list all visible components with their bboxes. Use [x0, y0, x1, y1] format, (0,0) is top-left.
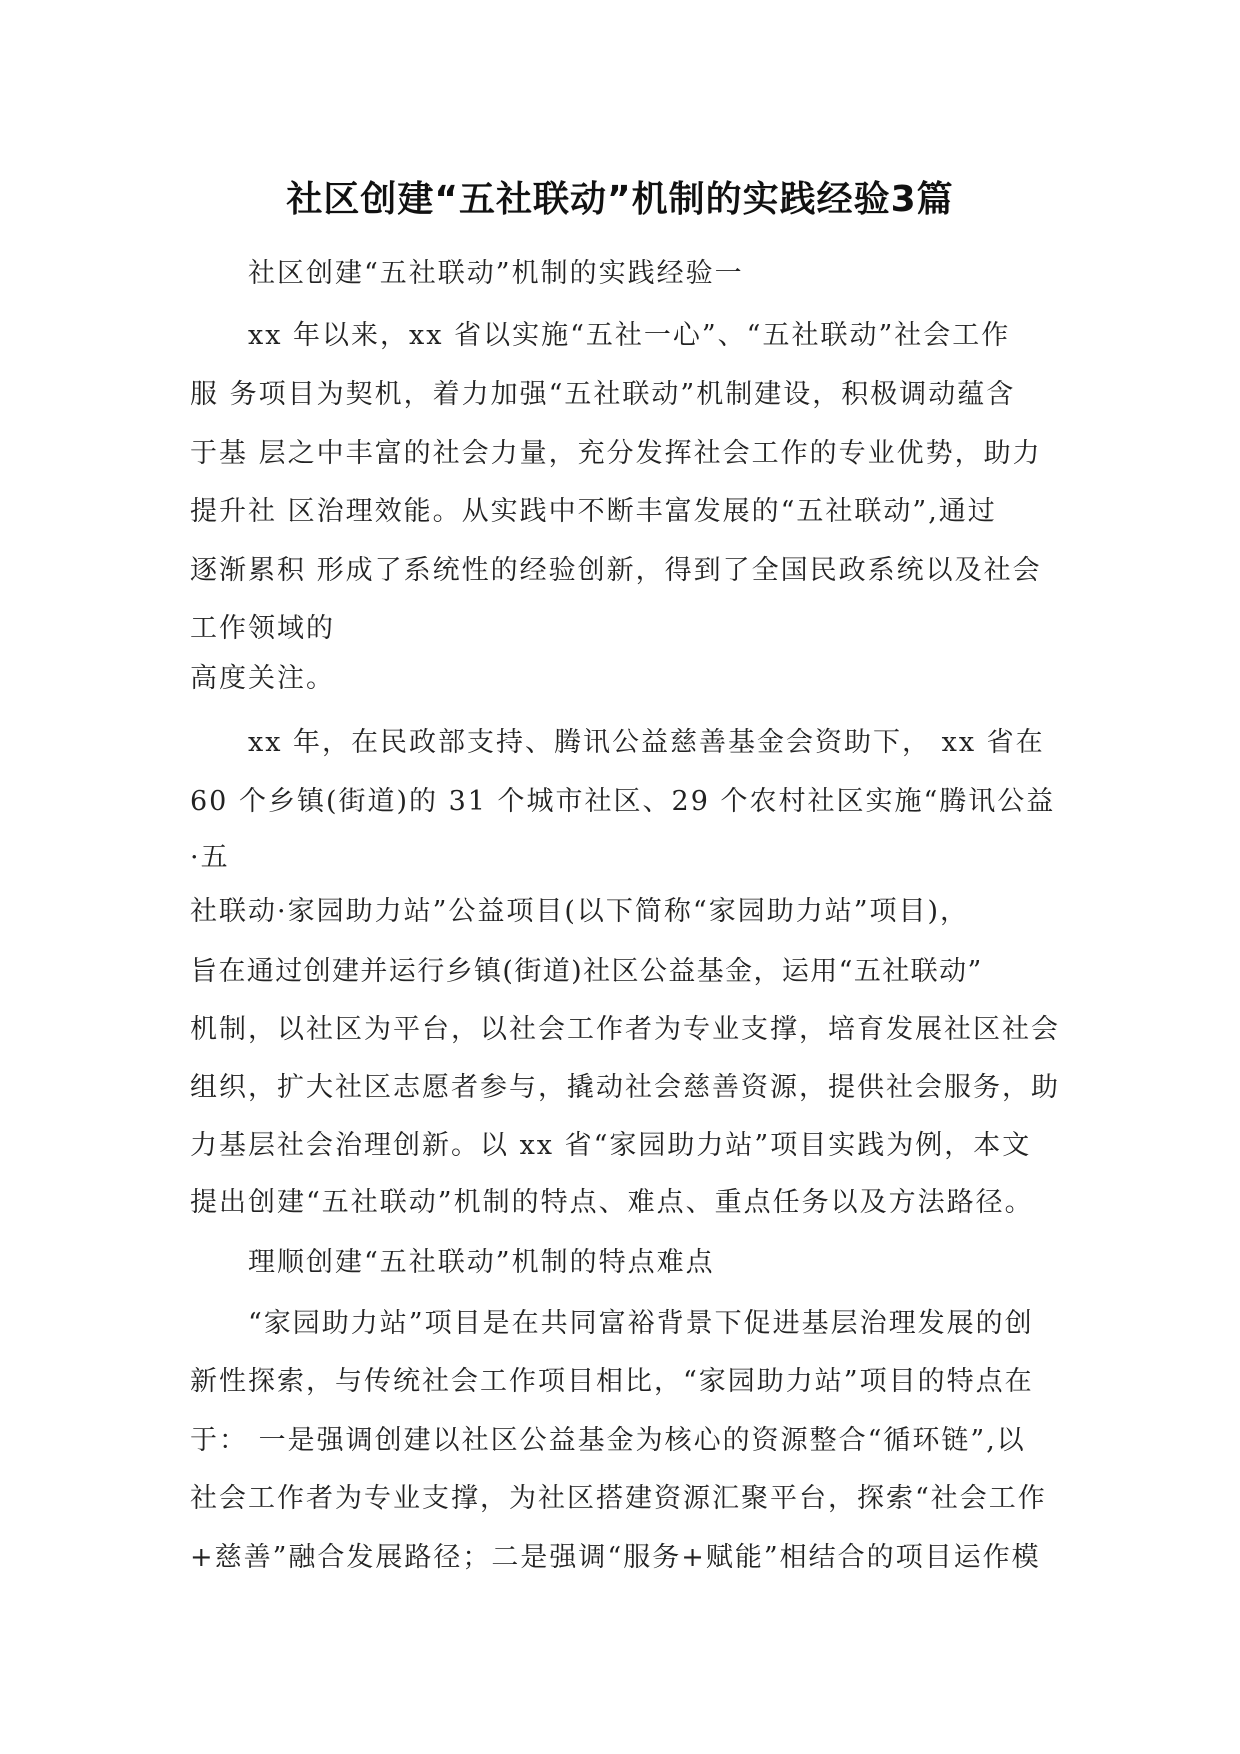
paragraph-line: 社会工作者为专业支撑，为社区搭建资源汇聚平台，探索“社会工作	[190, 1483, 1047, 1514]
paragraph-line: 于基 层之中丰富的社会力量，充分发挥社会工作的专业优势，助力	[190, 438, 1042, 469]
paragraph-line: xx 年以来，xx 省以实施“五社一心”、“五社联动”社会工作	[248, 320, 1011, 351]
paragraph-line: 于： 一是强调创建以社区公益基金为核心的资源整合“循环链”,以	[190, 1425, 1026, 1456]
paragraph-line: 机制，以社区为平台，以社会工作者为专业支撑，培育发展社区社会	[190, 1014, 1060, 1045]
paragraph-line: 服 务项目为契机，着力加强“五社联动”机制建设，积极调动蕴含	[190, 379, 1016, 410]
paragraph-line: +慈善”融合发展路径；二是强调“服务+赋能”相结合的项目运作模	[190, 1542, 1041, 1573]
paragraph-line: 提出创建“五社联动”机制的特点、难点、重点任务以及方法路径。	[190, 1187, 1034, 1218]
document-title: 社区创建“五社联动”机制的实践经验3篇	[286, 179, 954, 220]
paragraph-line: 新性探索，与传统社会工作项目相比，“家园助力站”项目的特点在	[190, 1366, 1034, 1397]
paragraph-line: 逐渐累积 形成了系统性的经验创新，得到了全国民政系统以及社会	[190, 555, 1042, 586]
paragraph-line: 60 个乡镇(街道)的 31 个城市社区、29 个农村社区实施“腾讯公益	[190, 786, 1056, 817]
section-heading-1: 社区创建“五社联动”机制的实践经验一	[248, 258, 744, 289]
paragraph-line: xx 年，在民政部支持、腾讯公益慈善基金会资助下， xx 省在	[248, 727, 1045, 758]
paragraph-line: 高度关注。	[190, 663, 335, 694]
paragraph-line: ·五	[190, 842, 230, 873]
paragraph-line: 社联动·家园助力站”公益项目(以下简称“家园助力站”项目)，	[190, 896, 970, 927]
section-heading-2: 理顺创建“五社联动”机制的特点难点	[248, 1247, 715, 1278]
paragraph-line: 旨在通过创建并运行乡镇(街道)社区公益基金，运用“五社联动”	[190, 956, 983, 987]
paragraph-line: 力基层社会治理创新。以 xx 省“家园助力站”项目实践为例，本文	[190, 1130, 1032, 1161]
paragraph-line: 工作领域的	[190, 613, 335, 644]
paragraph-line: 提升社 区治理效能。从实践中不断丰富发展的“五社联动”,通过	[190, 496, 997, 527]
paragraph-line: “家园助力站”项目是在共同富裕背景下促进基层治理发展的创	[248, 1308, 1034, 1339]
paragraph-line: 组织，扩大社区志愿者参与，撬动社会慈善资源，提供社会服务，助	[190, 1072, 1060, 1103]
